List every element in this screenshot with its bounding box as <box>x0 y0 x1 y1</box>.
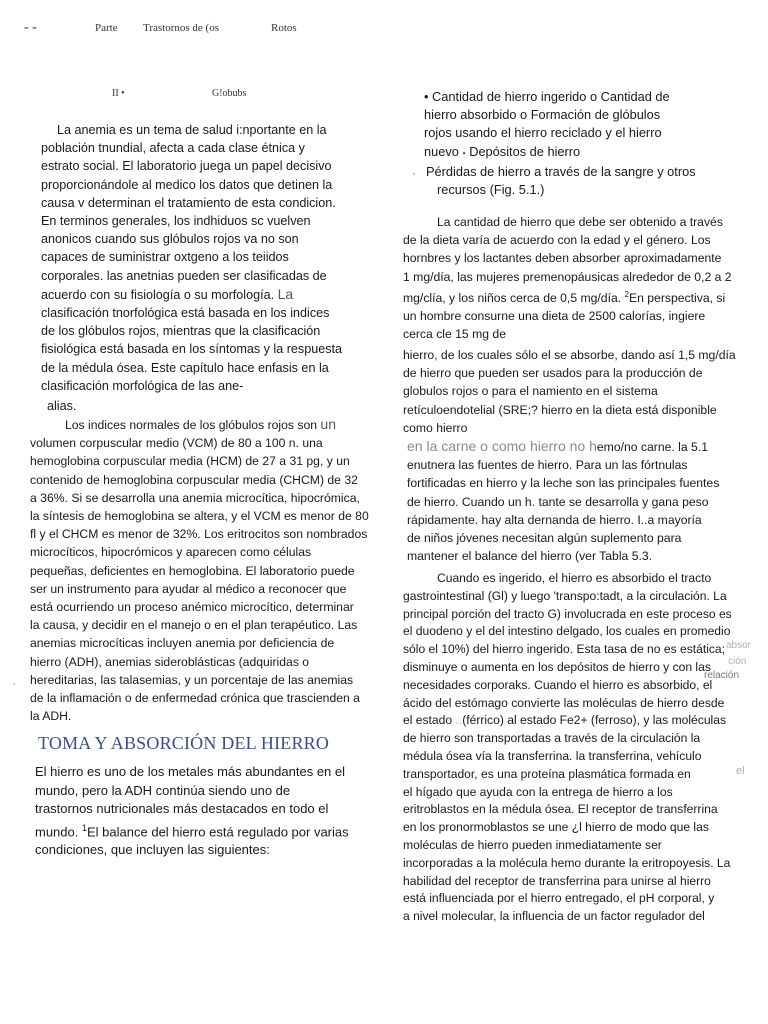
ghost-text: absor <box>726 640 752 651</box>
text-line-part: El balance del hierro está regulado por varias <box>87 823 349 839</box>
text-line: de hierro que pueden ser usados para la producción de <box>403 366 703 381</box>
text-line-part: (férrico) al estado Fe2+ (ferroso), y las moléculas <box>462 713 727 728</box>
text-line <box>41 285 386 304</box>
text-line: hierro absorbido o Formación de glóbulos <box>424 107 661 123</box>
right-bullet-2 <box>426 163 756 199</box>
text-line-part: Depósitos de hierro <box>469 143 581 159</box>
text-line: enutnera las fuentes de hierro. Para un las fórtnulas <box>407 458 688 473</box>
text-line: hierro, de los cuales sólo el se absorbe, dando así 1,5 mg/día <box>403 348 736 362</box>
text-line: moléculas de hierro pueden inmediatamente ser <box>403 837 662 852</box>
footnote-marker: 2 <box>624 289 629 299</box>
text-line: trastornos nutricionales más destacados en todo el <box>35 801 329 816</box>
text-line: fl y el CHCM es menor de 32%. Los eritrocitos son nombrados <box>30 527 368 542</box>
text-line: eritroblastos en la médula ósea. El receptor de transferrina <box>403 802 718 817</box>
text-line: globulos rojos o para el namiento en el sistema <box>403 384 658 399</box>
text-line <box>30 415 385 434</box>
text-line: el duodeno y el del intestino delgado, los cuales en promedio <box>403 624 731 639</box>
text-line: de hierro son transportadas a través de la circulación la <box>403 731 701 746</box>
text-line: condiciones, que incluyen las siguientes: <box>35 842 270 858</box>
text-line: rojos usando el hierro reciclado y el hierro <box>424 125 662 141</box>
section-number: II • <box>112 88 125 99</box>
text-line-part: emo/no carne. la 5.1 <box>596 440 709 455</box>
text-line: un hombre consurne una dieta de 2500 calorías, ingiere <box>403 309 706 324</box>
text-line: estrato social. El laboratorio juega un papel decisivo <box>41 159 332 174</box>
faded-text: La <box>277 285 294 302</box>
text-line: fortificadas en hierro y la leche son las principales fuentes <box>407 476 720 491</box>
text-line-part: En perspectiva, si <box>628 290 726 305</box>
text-line: está influenciada por el hierro entregado, el pH corporal, y <box>403 891 715 906</box>
text-line: 1 mg/día, las mujeres premenopáusicas alrededor de 0,2 a 2 <box>403 269 732 284</box>
text-line: clasificación tnorfológica está basada en los indices <box>41 306 330 321</box>
text-line: La anemia es un tema de salud i:nportante en la <box>57 123 327 137</box>
left-paragraph-2 <box>30 415 385 725</box>
left-paragraph-1 <box>41 121 386 415</box>
text-line: rápidamente. hay alta dernanda de hierro. I..a mayoría <box>407 512 702 527</box>
text-line: hemoglobina corpuscular media (HCM) de 27 a 31 pg, y un <box>30 454 350 469</box>
text-line: principal porción del tracto G) involucrada en este proceso es <box>403 606 732 621</box>
text-line: ser un instrumento para ayudar al médico a reconocer que <box>30 581 347 596</box>
text-line: En terminos generales, los indhiduos sc vuelven <box>41 214 311 229</box>
text-line: pequeñas, deficientes en hemoglobina. El laboratorio puede <box>30 563 355 578</box>
header-trastornos: Trastornos de (os <box>143 22 219 34</box>
text-line: cerca cle 15 mg de <box>403 327 506 342</box>
text-line: necesidades corporaks. Cuando el hierro es absorbido, el <box>403 677 713 692</box>
text-line: de la médula ósea. Este capítulo hace enfasis en la <box>41 360 329 375</box>
text-line: de hierro. Cuando un h. tante se desarrolla y gana peso <box>407 494 709 509</box>
text-line: en los pronormoblastos se une ¿l hierro de modo que las <box>403 820 709 835</box>
text-line: sólo el 10%) del hierro ingerido. Esta tasa de no es estática; <box>403 642 726 657</box>
text-line-part: el estado <box>403 713 453 728</box>
text-line: retículoendotelial (SRE;? hierro en la dieta está disponible <box>403 402 717 417</box>
text-line <box>424 143 754 162</box>
left-paragraph-3 <box>35 763 385 860</box>
text-line-part: Los indices normales de los glóbulos rojos son <box>65 418 318 432</box>
text-line <box>403 712 761 730</box>
text-line: anonicos cuando sus glóbulos rojos va no son <box>41 232 299 247</box>
text-line: mundo, pero la ADH continúa siendo uno de <box>35 782 291 798</box>
ghost-text: el <box>736 765 745 777</box>
text-line: Cuando es ingerido, el hierro es absorbido el tracto <box>437 571 712 585</box>
text-line: de niños jóvenes necesitan algún suplemento para <box>407 531 682 546</box>
text-line: está ocurriendo un proceso anémico microcítico, determinar <box>30 600 354 615</box>
text-line: ácido del estómago convierte las moléculas de hierro desde <box>403 695 725 710</box>
text-line: contenido de hemoglobina corpuscular media (CHCM) de 32 <box>30 472 358 487</box>
faint-mark-icon: .. <box>455 713 463 728</box>
text-line: la causa, y decidir en el manejo o en el plan terapéutico. Las <box>30 618 358 633</box>
text-line: microcíticos, hipocrómicos y aparecen como células <box>30 545 312 560</box>
text-line: población tnundial, afecta a cada clase étnica y <box>41 141 305 156</box>
text-line: a 36%. Si se desarrolla una anemia microcítica, hipocrómica, <box>30 490 360 505</box>
section-title: G!obubs <box>212 88 247 99</box>
text-line: El hierro es uno de los metales más abundantes en el <box>35 764 346 779</box>
text-line: hierro (ADH), anemias sideroblásticas (adquiridas o <box>30 654 310 669</box>
red-mark-icon: ▪ <box>462 147 466 158</box>
text-line: alias. <box>47 399 77 414</box>
text-line: Pérdidas de hierro a través de la sangre y otros <box>426 164 696 179</box>
text-line-part: nuevo <box>424 143 459 159</box>
text-line: anemias microcíticas incluyen anemia por deficiencia de <box>30 636 335 651</box>
text-line-part: mg/clía, y los niños cerca de 0,5 mg/día. <box>403 290 622 305</box>
text-line: causa v determinan el tratamiento de esta condicion. <box>41 195 336 210</box>
text-line: la síntesis de hemoglobina se altera, y el VCM es menor de 80 <box>30 509 369 524</box>
margin-mark: · <box>12 675 17 691</box>
text-line: de los glóbulos rojos, mientras que la clasificación <box>41 324 321 339</box>
right-bullet-1 <box>424 88 754 162</box>
text-line: recursos (Fig. 5.1.) <box>437 182 545 198</box>
text-line: gastrointestinal (Gl) y luego 'transpo:tadt, a la circulación. La <box>403 588 727 603</box>
text-line: como hierro <box>403 420 468 435</box>
text-line: proporcionándole al medico los datos que detinen la <box>41 177 333 192</box>
text-line: hereditarias, las talasemias, y un porcentaje de las anemias <box>30 672 354 687</box>
text-line <box>35 819 385 842</box>
text-line-part: acuerdo con su fisiología o su morfología. <box>41 287 275 302</box>
ghost-text: relación <box>704 670 740 681</box>
right-paragraph-3 <box>403 570 761 926</box>
corner-mark <box>24 20 37 36</box>
text-line <box>407 437 758 456</box>
text-line: mantener el balance del hierro (ver Tabla 5.3. <box>407 549 653 564</box>
faded-text: un <box>320 416 336 432</box>
right-paragraph-1 <box>403 213 755 343</box>
text-line: médula ósea vía la transferrina. la transferrina, vehículo <box>403 748 702 763</box>
corner-mark-text: - - <box>24 20 37 35</box>
footnote-marker: 1 <box>82 822 88 833</box>
text-line: el hígado que ayuda con la entrega de hierro a los <box>403 784 673 799</box>
text-line-part: mundo. <box>35 823 79 839</box>
text-line: • Cantidad de hierro ingerido o Cantidad de <box>424 89 670 104</box>
text-line: corporales. las anetnias pueden ser clasificadas de <box>41 268 327 283</box>
text-line <box>403 286 755 307</box>
text-line: a nivel molecular, la influencia de un factor regulador del <box>403 909 705 924</box>
text-line: disminuye o aumenta en los depósitos de hierro y con las <box>403 659 711 674</box>
text-line: clasificación morfológica de las ane- <box>41 378 244 393</box>
text-line: fisiológica está basada en los síntomas y la respuesta <box>41 342 343 357</box>
header-parte: Parte <box>95 22 118 34</box>
right-paragraph-2 <box>403 346 758 565</box>
section-heading: TOMA Y ABSORCIÓN DEL HIERRO <box>38 733 330 753</box>
ghost-text: ción <box>728 656 747 667</box>
text-line: capaces de suministrar oxtgeno a los teiidos <box>41 250 289 265</box>
text-line: incorporadas a la molécula hemo durante la eritropoyesis. La <box>403 855 731 870</box>
text-line: volumen corpuscular medio (VCM) de 80 a 100 n. una <box>30 436 323 451</box>
text-line: habilidad del receptor de transferrina para unirse al hierro <box>403 873 711 888</box>
text-line: la ADH. <box>30 709 72 724</box>
text-line: transportador, es una proteína plasmática formada en <box>403 766 691 781</box>
header-rotos: Rotos <box>271 22 297 34</box>
text-line: La cantidad de hierro que debe ser obtenido a través <box>437 215 723 229</box>
text-line: de la dieta varía de acuerdo con la edad y el género. Los <box>403 233 711 248</box>
bullet2-mark: · <box>412 166 416 180</box>
text-line: hornbres y los lactantes deben absorber aproximadamente <box>403 251 722 266</box>
text-line: de la inflamación o de enfermedad crónica que trascienden a <box>30 691 360 706</box>
faded-text: en la carne o como hierro no h <box>407 438 597 455</box>
